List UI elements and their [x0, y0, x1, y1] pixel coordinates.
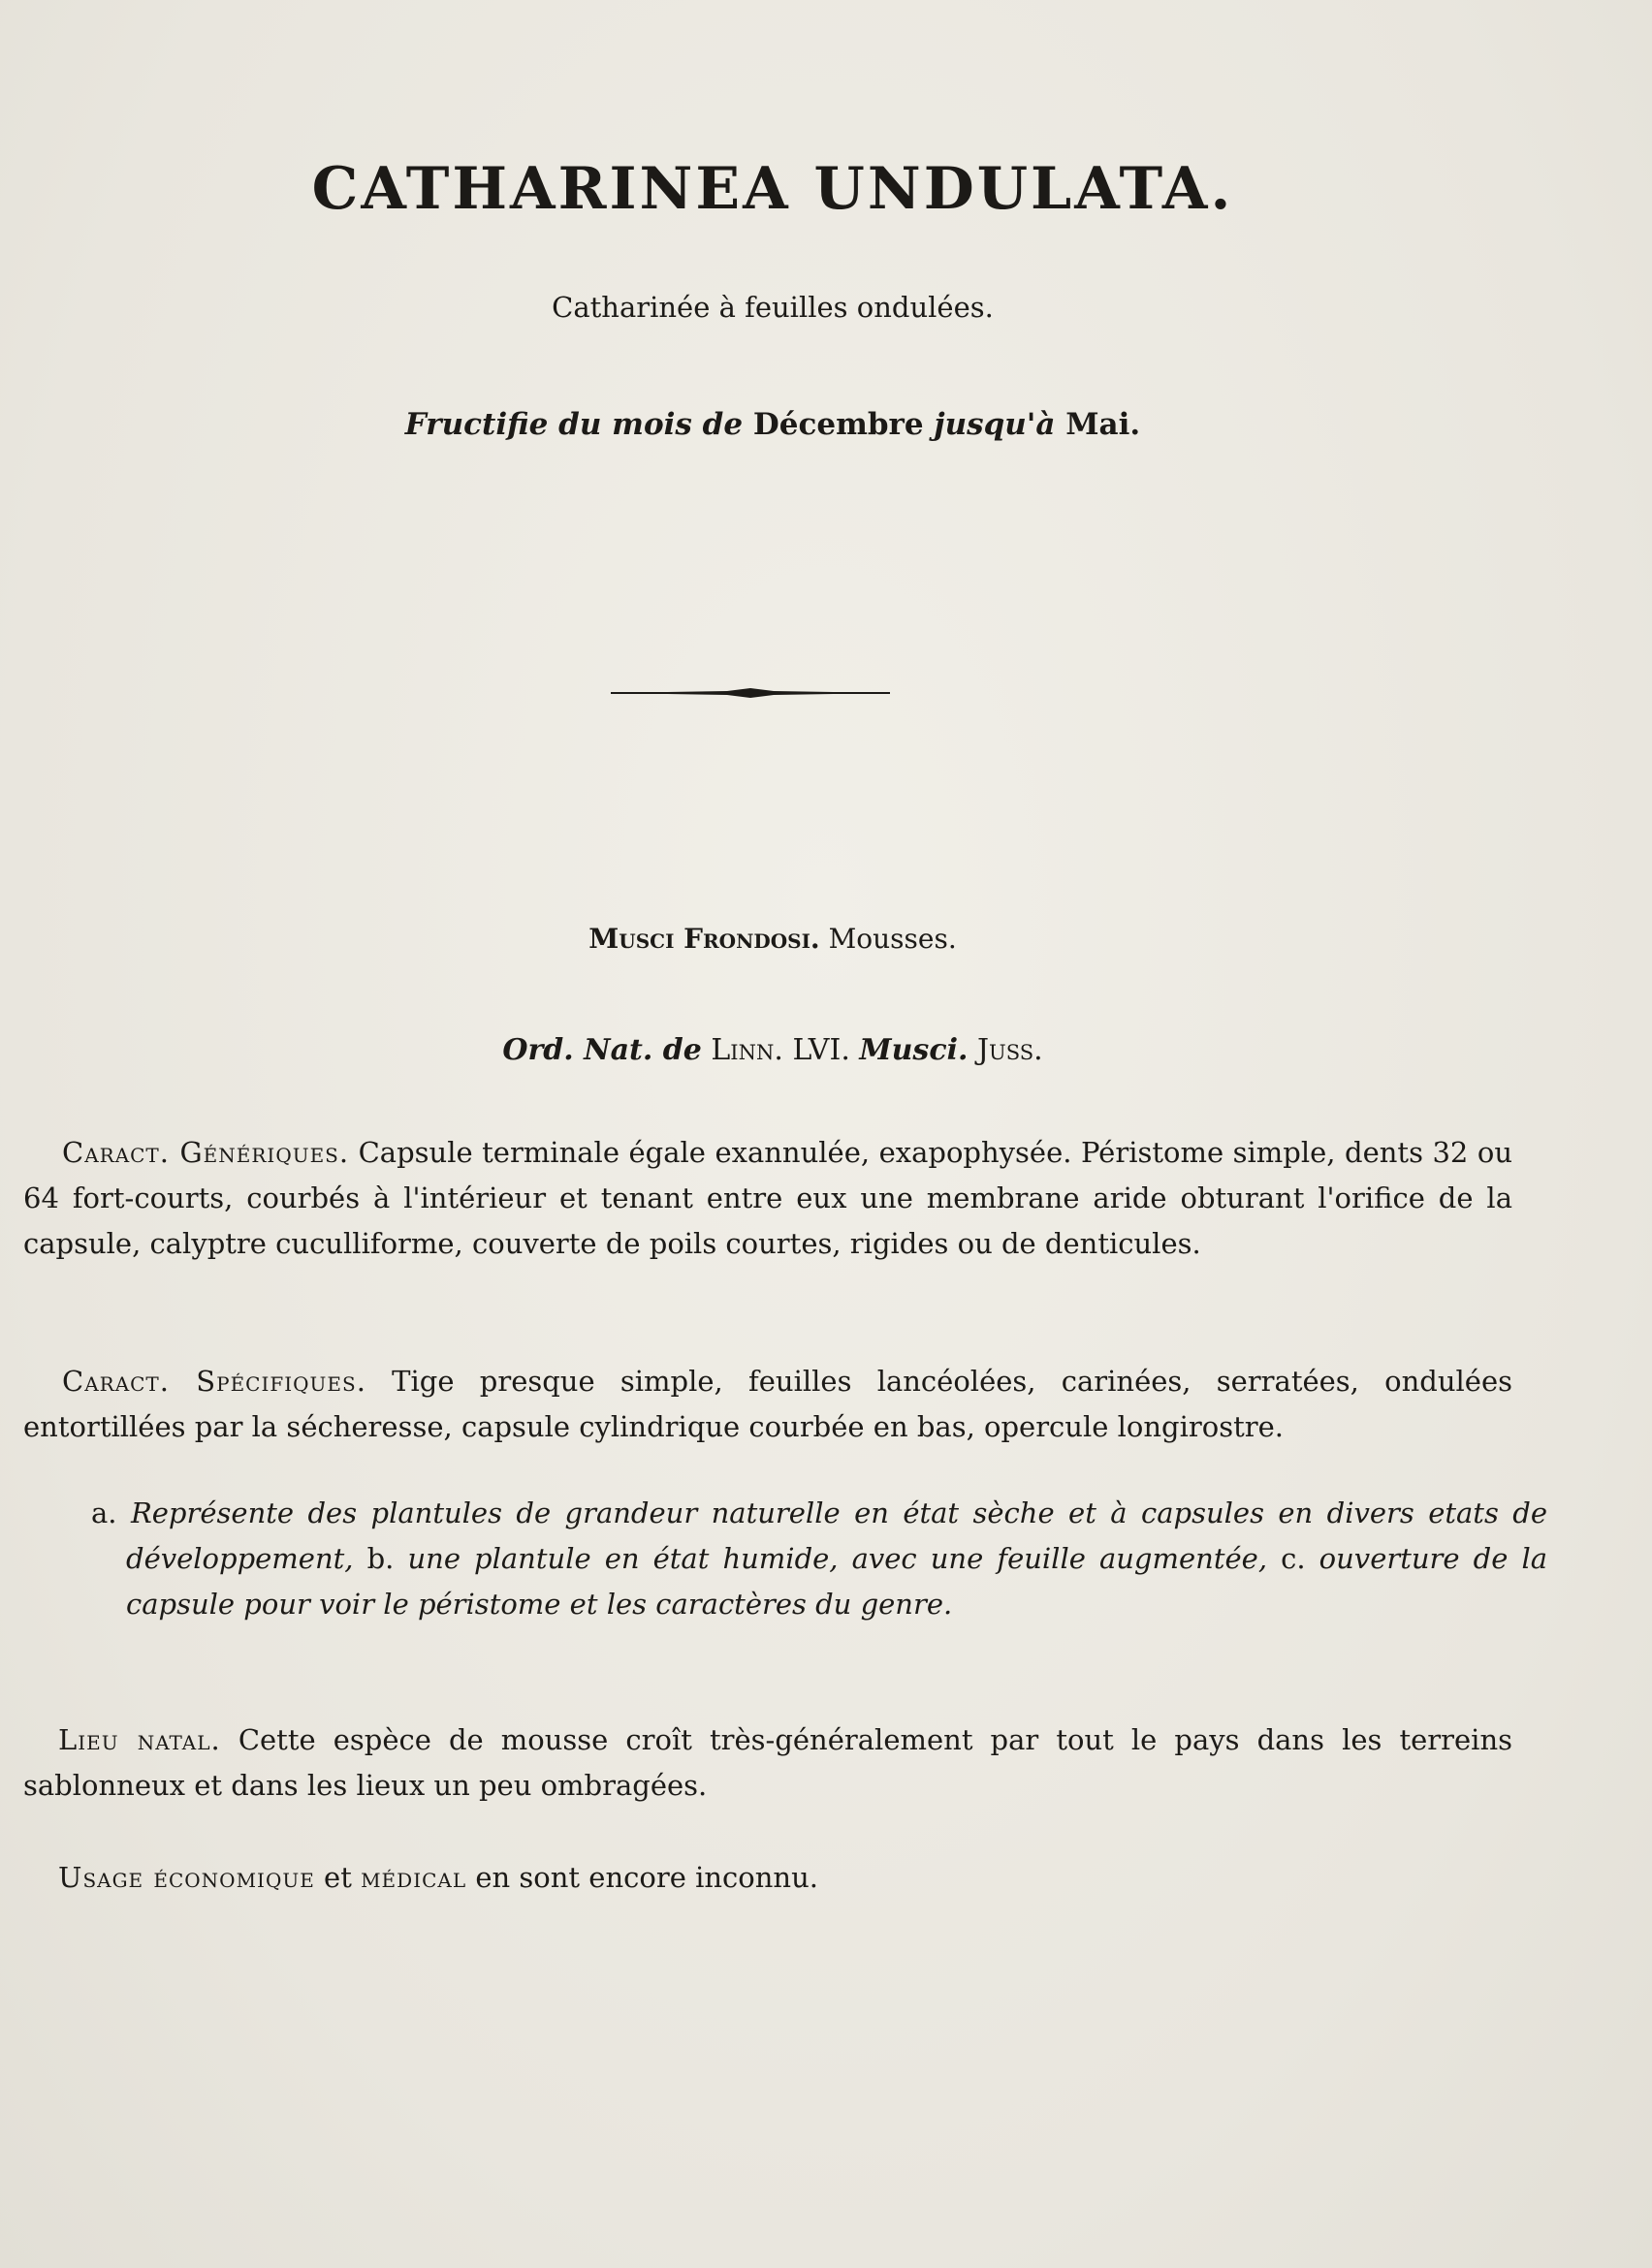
- fruiting-text-2: jusqu'à: [934, 407, 1056, 442]
- specific-heading: Caract. Spécifiques.: [62, 1365, 366, 1398]
- plate-label-b: b.: [366, 1542, 395, 1575]
- specific-characters: [23, 1359, 1512, 1450]
- usage-text: en sont encore inconnu.: [475, 1861, 818, 1894]
- fruiting-month-end: Mai.: [1065, 407, 1141, 442]
- order-linn: Linn.: [711, 1033, 783, 1067]
- plate-label-a: a.: [91, 1496, 117, 1529]
- generic-text: Capsule terminale égale exannulée, exapophysée. Péristome simple, dents 32 ou 64 fort-courts, courbés à l'intérieur et tenant entre eux une membrane aride obturant l'orifice de la capsule, calyptre cuculliforme, couverte de poils courtes, rigides ou de denticules.: [23, 1136, 1512, 1260]
- usage: [23, 1855, 1512, 1901]
- plate-explanation: [91, 1491, 1547, 1627]
- subtitle: Catharinée à feuilles ondulées.: [552, 291, 994, 324]
- habitat: [23, 1717, 1512, 1809]
- generic-heading: Caract. Génériques.: [62, 1136, 350, 1169]
- family-heading: [0, 923, 1545, 955]
- plate-text-b: une plantule en état humide, avec une feuille augmentée,: [407, 1542, 1268, 1575]
- order-number: LVI.: [792, 1033, 850, 1067]
- plate-label-c: c.: [1281, 1542, 1306, 1575]
- plate-text-a: Représente des plantules de grandeur naturelle en état sèche et à capsules en divers etats de développement,: [126, 1496, 1547, 1575]
- usage-heading-medical: médical: [361, 1861, 467, 1894]
- fruiting-period: [0, 407, 1545, 442]
- generic-characters: [23, 1130, 1512, 1267]
- family-common: Mousses.: [828, 923, 957, 955]
- family-latin: Musci Frondosi.: [588, 923, 820, 955]
- ornamental-divider: [611, 686, 890, 700]
- habitat-text: Cette espèce de mousse croît très-généralement par tout le pays dans les terreins sablonneux et dans les lieux un peu ombragées.: [23, 1723, 1513, 1802]
- order-prefix: Ord. Nat. de: [502, 1033, 702, 1067]
- habitat-heading: Lieu natal.: [58, 1723, 221, 1756]
- specific-text: Tige presque simple, feuilles lancéolées, carinées, serratées, ondulées entortillées par la sécheresse, capsule cylindrique courbée en bas, opercule longirostre.: [23, 1365, 1513, 1443]
- fruiting-month-start: Décembre: [752, 407, 924, 442]
- page-title: CATHARINEA UNDULATA.: [311, 155, 1234, 223]
- usage-heading-economic: Usage économique: [58, 1861, 315, 1894]
- natural-order: [0, 1033, 1545, 1067]
- fruiting-text-1: Fructifie du mois de: [404, 407, 744, 442]
- order-musci: Musci.: [859, 1033, 969, 1067]
- usage-conjunction: et: [324, 1861, 352, 1894]
- order-juss: Juss.: [976, 1033, 1043, 1067]
- plate-text-c: ouverture de la capsule pour voir le péristome et les caractères du genre.: [126, 1542, 1548, 1621]
